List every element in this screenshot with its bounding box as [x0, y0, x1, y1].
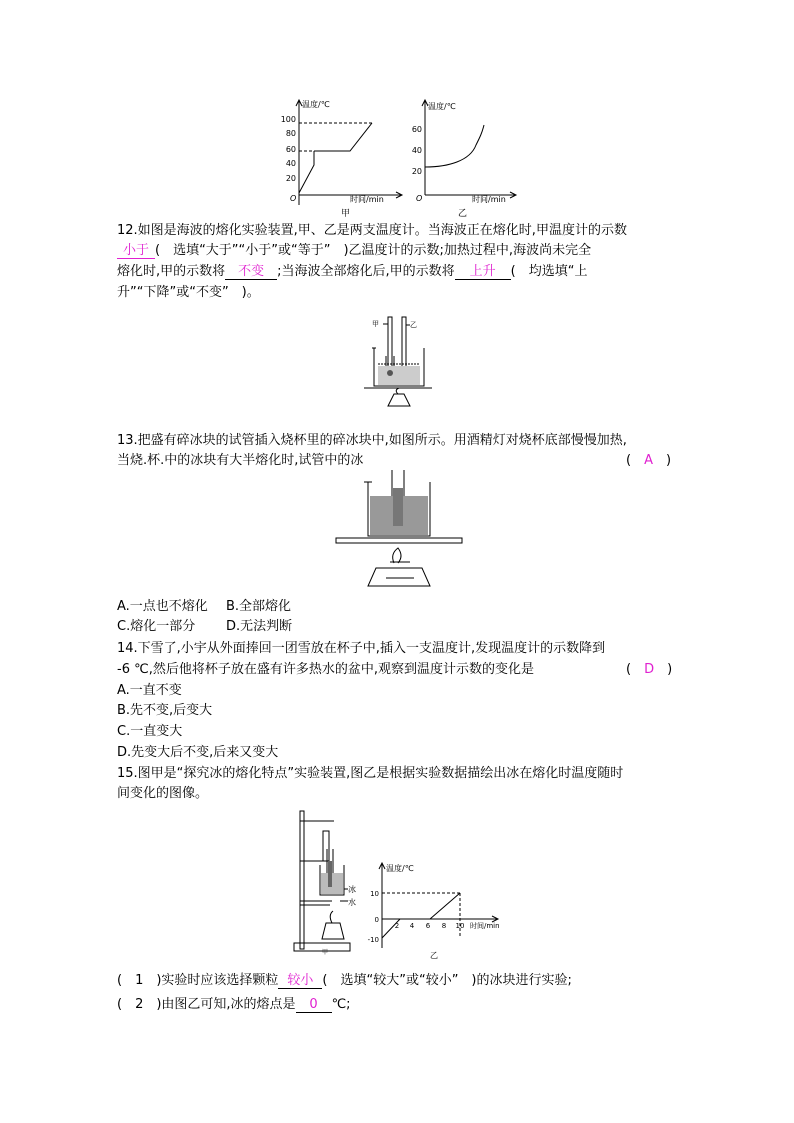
ytick: 100 [280, 115, 296, 124]
q13-option-d[interactable]: D.无法判断 [226, 619, 293, 634]
q15-fig-yi-xlabel: 时间/min [470, 922, 500, 930]
q15-sub1: ( 1 )实验时应该选择颗粒 较小 ( 选填“较大”或“较小” )的冰块进行实验; [117, 973, 572, 988]
q12-figure [358, 310, 438, 410]
q14-option-a[interactable]: A.一直不变 [117, 683, 182, 698]
thermometer-jia-label: 甲 [372, 320, 379, 328]
graph-jia-xlabel: 时间/min [350, 195, 384, 204]
xtick: 10 [455, 922, 465, 930]
q15-figure-jia [292, 805, 362, 955]
ytick: 60 [285, 145, 296, 154]
q15-answer-2: 0 [296, 997, 332, 1013]
ytick: 40 [285, 159, 296, 168]
q13-answer: A [644, 453, 653, 468]
water-label: 水 [348, 898, 356, 907]
ytick: 20 [411, 167, 422, 176]
q14-option-d[interactable]: D.先变大后不变,后来又变大 [117, 745, 279, 760]
graph-yi [408, 95, 523, 220]
ice-label: 冰 [348, 885, 356, 894]
q13-figure [334, 468, 464, 598]
xtick: 4 [409, 922, 415, 930]
q13-line1: 13.把盛有碎冰块的试管插入烧杯里的碎冰块中,如图所示。用酒精灯对烧杯底部慢慢加热, [117, 433, 627, 448]
graph-jia-ylabel: 温度/℃ [302, 100, 330, 109]
q13-answer-paren: ( A ) [626, 453, 672, 468]
q12-answer-1: 小于 [117, 243, 155, 259]
q14-answer: D [644, 662, 655, 677]
ytick: 20 [285, 174, 296, 183]
ytick: 0 [374, 916, 379, 924]
q15-line2: 间变化的图像。 [117, 786, 209, 801]
thermometer-yi-label: 乙 [410, 321, 417, 329]
q12-line1: 12.如图是海波的熔化实验装置,甲、乙是两支温度计。当海波正在熔化时,甲温度计的示数 [117, 223, 627, 238]
ytick: -10 [367, 936, 379, 944]
q15-fig-yi-caption: 乙 [430, 951, 438, 960]
q13-option-a[interactable]: A.一点也不熔化 [117, 599, 208, 614]
graph-yi-xlabel: 时间/min [472, 195, 506, 204]
q12-answer-3: 上升 [455, 264, 511, 280]
q14-line1: 14.下雪了,小宇从外面捧回一团雪放在杯子中,插入一支温度计,发现温度计的示数降到 [117, 641, 606, 656]
q14-answer-paren: ( D ) [626, 662, 673, 677]
graph-yi-origin: O [416, 194, 423, 203]
ytick: 40 [411, 146, 422, 155]
q12-line2: 小于 ( 选填“大于”“小于”或“等于” )乙温度计的示数;加热过程中,海波尚未完全 [117, 242, 591, 260]
q14-line2: -6 ℃,然后他将杯子放在盛有许多热水的盆中,观察到温度计示数的变化是 [117, 662, 534, 677]
q15-fig-yi-ylabel: 温度/℃ [386, 864, 414, 873]
xtick: 8 [441, 922, 447, 930]
q13-option-b[interactable]: B.全部熔化 [226, 599, 292, 614]
q15-sub2: ( 2 )由图乙可知,冰的熔点是 0 ℃; [117, 997, 351, 1012]
q15-figure-yi [366, 858, 506, 963]
graph-yi-caption: 乙 [458, 209, 468, 219]
xtick: 6 [425, 922, 431, 930]
graph-yi-ylabel: 温度/℃ [428, 102, 456, 111]
q13-option-c[interactable]: C.熔化一部分 [117, 619, 196, 634]
graph-jia-origin: O [290, 194, 297, 203]
ytick: 10 [370, 890, 379, 898]
graph-jia-caption: 甲 [341, 209, 351, 219]
q12-line4: 升”“下降”或“不变” )。 [117, 285, 260, 300]
q15-fig-jia-caption: 甲 [322, 949, 329, 955]
q12-answer-2: 不变 [225, 264, 277, 280]
ytick: 80 [285, 129, 296, 138]
xtick: 2 [394, 922, 400, 930]
ytick: 60 [411, 125, 422, 134]
q14-option-b[interactable]: B.先不变,后变大 [117, 703, 213, 718]
graph-jia [280, 95, 410, 220]
q15-answer-1: 较小 [278, 973, 322, 989]
q14-option-c[interactable]: C.一直变大 [117, 724, 183, 739]
q15-line1: 15.图甲是“探究冰的熔化特点”实验装置,图乙是根据实验数据描绘出冰在熔化时温度随时 [117, 766, 624, 781]
q12-line3: 熔化时,甲的示数将 不变 ;当海波全部熔化后,甲的示数将 上升 ( 均选填“上 [117, 264, 588, 279]
q13-line2: 当烧.杯.中的冰块有大半熔化时,试管中的冰 [117, 453, 364, 468]
